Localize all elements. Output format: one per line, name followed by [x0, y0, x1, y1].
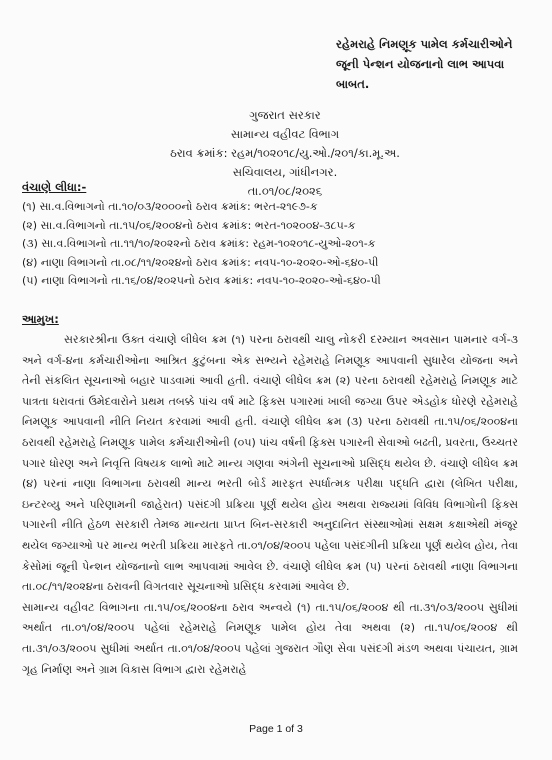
- read-item: (૩) સા.વ.વિભાગનો તા.૧૧/૧૦/૨૦૨૨નો ઠરાવ ક્રમાંક: રહમ-૧૦૨૦૧૮-યુઓ-૨૦૧-ક: [22, 237, 376, 250]
- subject-line: જૂની પેન્શન યોજનાનો લાભ આપવા: [336, 57, 505, 71]
- read-item: (૧) સા.વ.વિભાગનો તા.૧૦/૦૩/૨૦૦૦નો ઠરાવ ક્રમાંક: ભરત-૨૧૯૭-ક: [22, 200, 318, 213]
- document-header: [100, 106, 470, 201]
- read-item: (૪) નાણા વિભાગનો તા.૦૮/૧૧/૨૦૨૪નો ઠરાવ ક્રમાંક: નવપ-૧૦-૨૦૨૦-ઓ-૬૪૦-પી: [22, 255, 379, 269]
- read-list: [22, 198, 542, 291]
- paragraph: સામાન્ય વહીવટ વિભાગના તા.૧૫/૦૬/૨૦૦૪ના ઠરાવ અન્વયે (૧) તા.૧૫/૦૬/૨૦૦૪ થી તા.૩૧/૦૩/૨૦૦૫ સુધીમાં અર્થાત તા.૦૧/૦૪/૨૦૦૫ પહેલાં રહેમરાહે નિમણૂક પામેલ હોય તેવા અથવા (૨) તા.૧૫/૦૬/૨૦૦૪ થી તા.૩૧/૦૩/૨૦૦૫ સુધીમાં અર્થાત તા.૦૧/૦૪/૨૦૦૫ પહેલાં ગુજરાત ગૌણ સેવા પસંદગી મંડળ અથવા પંચાયત, ગ્રામ ગૃહ નિર્માણ અને ગ્રામ વિકાસ વિભાગ દ્વારા રહેમરાહે: [22, 600, 518, 676]
- subject-line: બાબત.: [336, 77, 370, 91]
- read-label: વંચાણે લીધા:-: [22, 180, 87, 194]
- paragraph: સરકારશ્રીના ઉક્ત વંચાણે લીધેલ ક્રમ (૧) પરના ઠરાવથી ચાલુ નોકરી દરમ્યાન અવસાન પામનાર વર્ગ-૩ અને વર્ગ-૪ના કર્મચારીઓના આશ્રિત કુટુંબના એક સભ્યને રહેમરાહે નિમણૂક આપવાની સુધારેલ યોજના અને તેની સંકલિત સૂચનાઓ બહાર પાડવામાં આવી હતી. વંચાણે લીધેલ ક્રમ (૨) પરના ઠરાવથી રહેમરાહે નિમણૂક માટે પાત્રતા ધરાવતાં ઉમેદવારોને પ્રથમ તબક્કે પાંચ વર્ષ માટે ફિક્સ પગારમાં ખાલી જગ્યા ઉપર એડહોક ધોરણે રહેમરાહે નિમણૂક આપવાની નીતિ નિયત કરવામાં આવી હતી. વંચાણે લીધેલ ક્રમ (૩) પરના ઠરાવથી તા.૧૫/૦૬/૨૦૦૪ના ઠરાવથી રહેમરાહે નિમણૂક પામેલ કર્મચારીઓની (૦૫) પાંચ વર્ષની ફિક્સ પગારની સેવાઓ બઢતી, પ્રવરતા, ઉચ્ચતર પગાર ધોરણ અને નિવૃત્તિ વિષયક લાભો માટે માન્ય ગણવા અંગેની સૂચનાઓ પ્રસિદ્ધ થયેલ છે. વંચાણે લીધેલ ક્રમ (૪) પરનાં નાણા વિભાગના ઠરાવથી માન્ય ભરતી બોર્ડ મારફત સ્પર્ધાત્મક પરીક્ષા પદ્ધતિ દ્વારા (લેખિત પરીક્ષા, ઇન્ટરવ્યુ અને પરિણામની જાહેરાત) પસંદગી પ્રક્રિયા પૂર્ણ થયેલ હોય અથવા રાજ્યમાં વિવિધ વિભાગોની ફિક્સ પગારની નીતિ હેઠળ સરકારી તેમજ માન્યતા પ્રાપ્ત બિન-સરકારી અનુદાનિત સંસ્થાઓમાં સક્ષમ કક્ષાએથી મંજૂર થયેલ જગ્યાઓ પર માન્ય ભરતી પ્રક્રિયા મારફતે તા.૦૧/૦૪/૨૦૦૫ પહેલા પસંદગીની પ્રક્રિયા પૂર્ણ થયેલ હોય, તેવા કેસોમાં જૂની પેન્શન યોજનાનો લાભ આપવામાં આવેલ છે. વંચાણે લીધેલ ક્રમ (૫) પરનાં ઠરાવથી નાણા વિભાગના તા.૦૮/૧૧/૨૦૨૪ના ઠરાવની વિગતવાર સૂચનાઓ પ્રસિદ્ધ કરવામાં આવેલ છે.: [22, 333, 518, 594]
- preamble-body: [22, 330, 518, 680]
- preamble-label: આમુખ:: [22, 312, 59, 326]
- read-item: (૨) સા.વ.વિભાગનો તા.૧૫/૦૬/૨૦૦૪નો ઠરાવ ક્રમાંક: ભરત-૧૦૨૦૦૪-૩૮૫-ક: [22, 218, 356, 232]
- subject-block: [336, 34, 536, 94]
- subject-line: રહેમરાહે નિમણૂક પામેલ કર્મચારીઓને: [336, 37, 513, 51]
- resolution-date: તા.૦૧/૦૮/૨૦૨૬: [247, 184, 323, 198]
- department-name: સામાન્ય વહીવટ વિભાગ: [230, 127, 340, 141]
- resolution-number: ઠરાવ ક્રમાંક: રહમ/૧૦૨૦૧૮/યુ.ઓ./૨૦૧/કા.મૂ.અ.: [170, 146, 400, 160]
- page-number: Page 1 of 3: [249, 723, 303, 735]
- place: સચિવાલય, ગાંધીનગર.: [232, 165, 338, 179]
- government-name: ગુજરાત સરકાર: [249, 108, 321, 122]
- read-item: (૫) નાણા વિભાગનો તા.૧૬/૦૪/૨૦૨૫નો ઠરાવ ક્રમાંક: નવપ-૧૦-૨૦૨૦-ઓ-૬૪૦-પી: [22, 274, 381, 287]
